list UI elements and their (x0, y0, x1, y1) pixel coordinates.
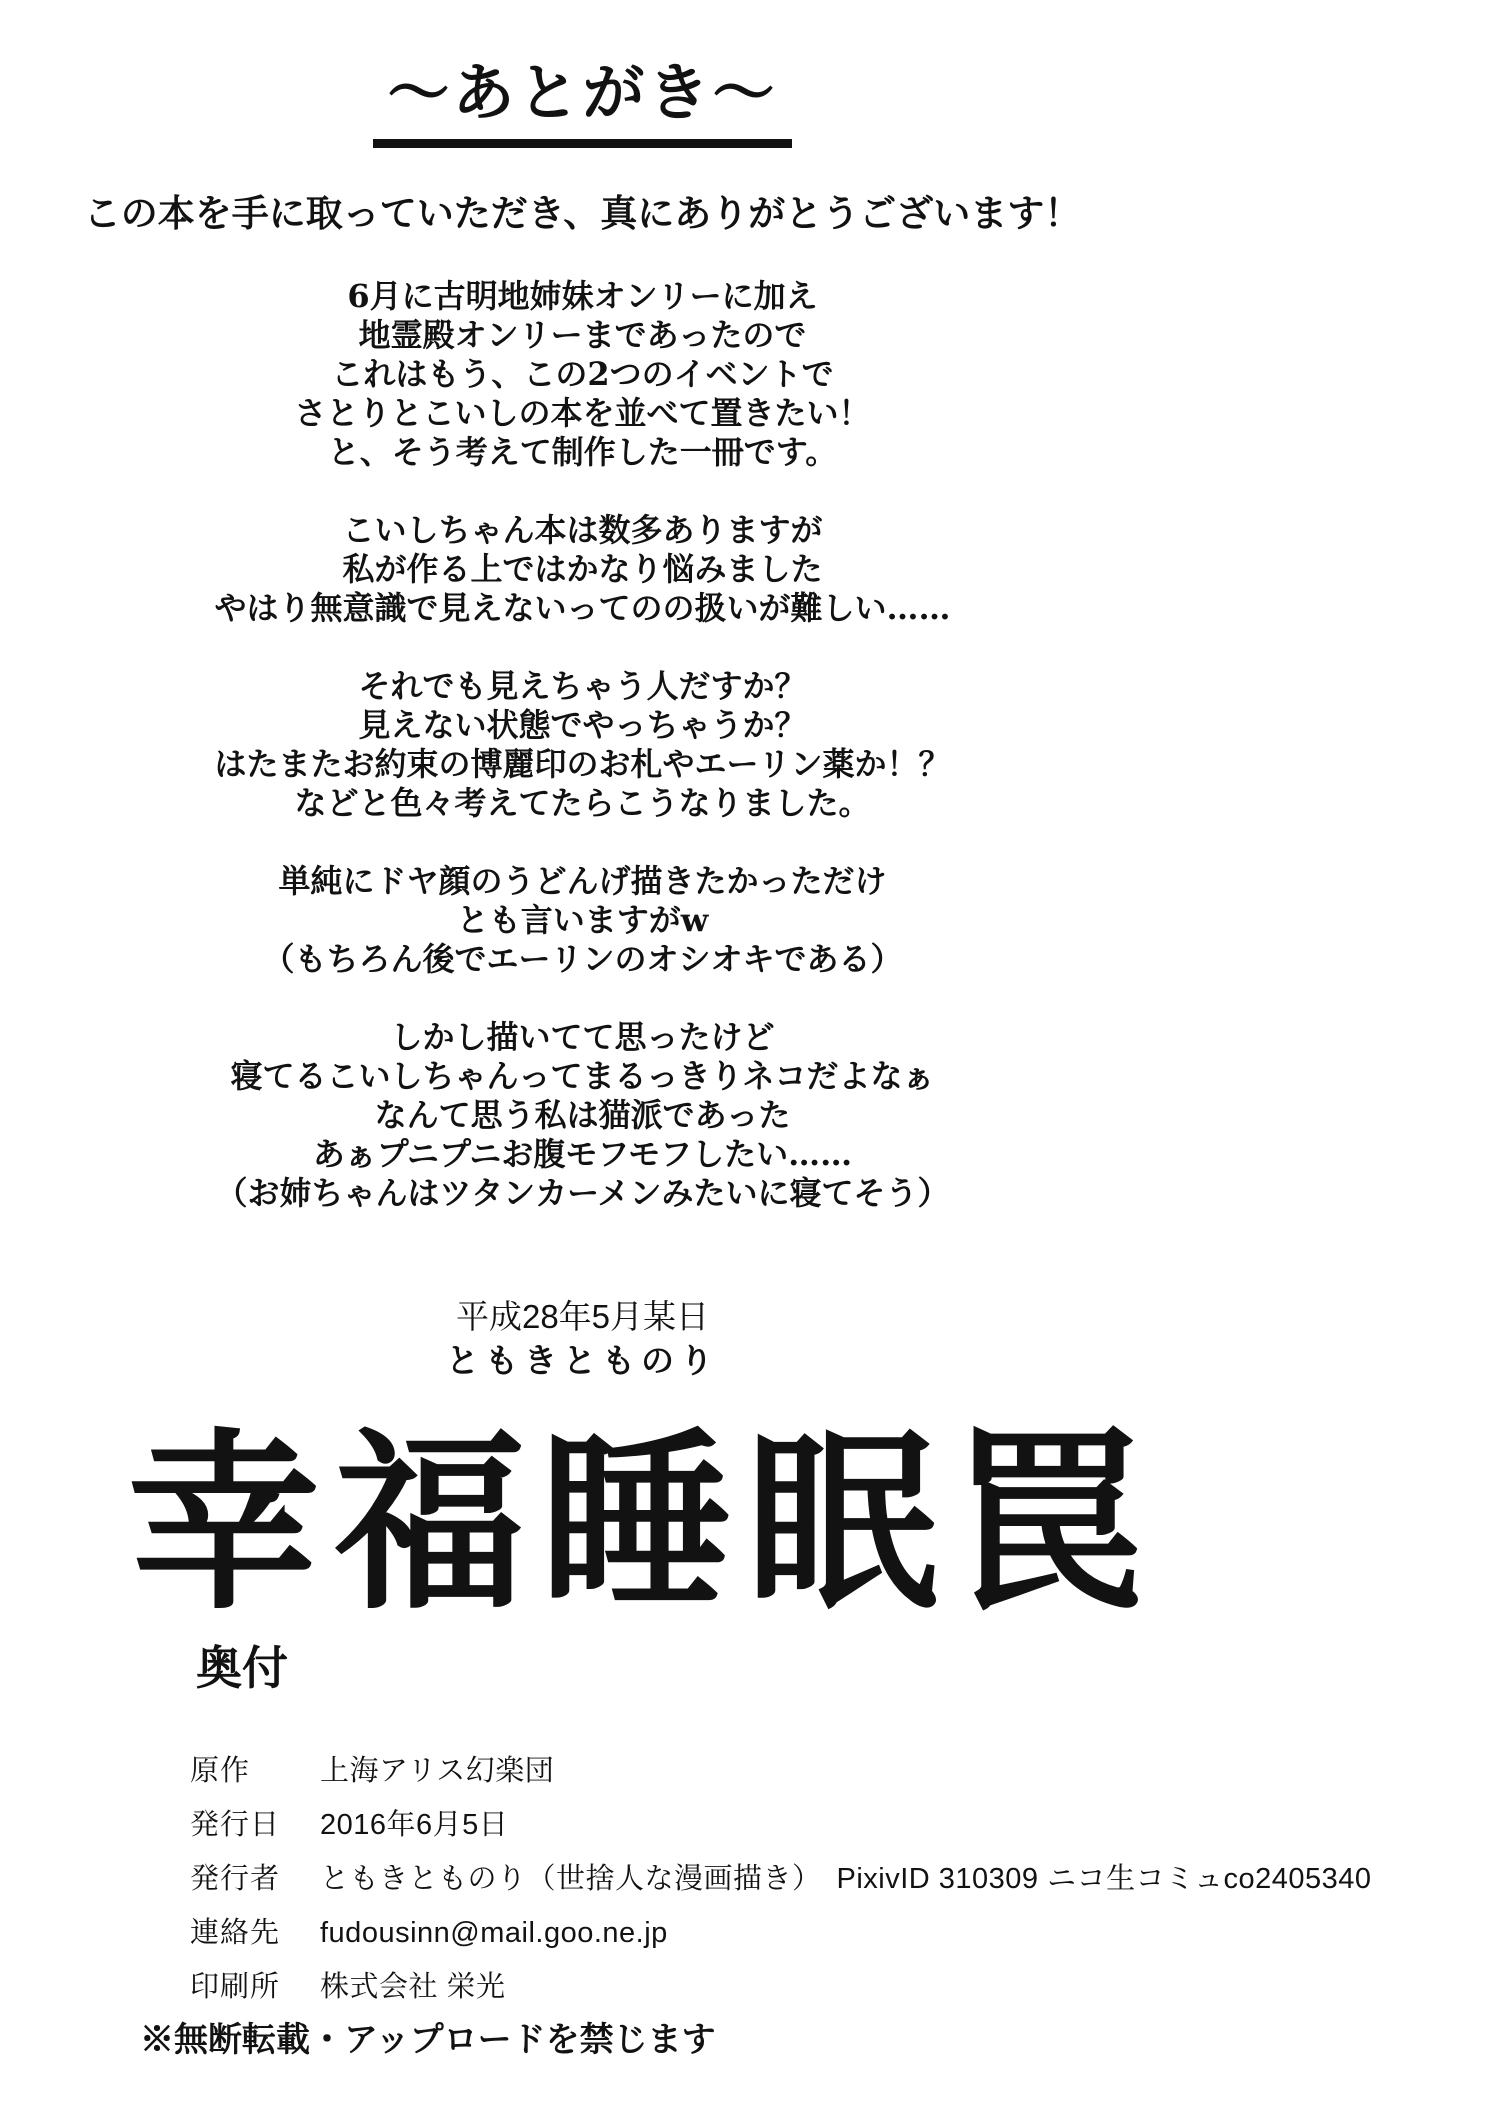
author-signature: ともきとものり (446, 1340, 719, 1380)
colophon-value: 株式会社 栄光 (320, 1971, 506, 2003)
colophon-label: 連絡先 (190, 1917, 281, 1949)
colophon-value: 2016年6月5日 (320, 1809, 509, 1841)
colophon-value: 上海アリス幻楽団 (320, 1755, 555, 1787)
colophon-row-publish-date (190, 1802, 1470, 1856)
colophon-label: 印刷所 (190, 1971, 281, 2003)
paragraph-line: 単純にドヤ顔のうどんげ描きたかっただけ (278, 861, 887, 900)
afterword-title-wrap (0, 58, 1165, 190)
colophon-row-publisher (190, 1856, 1470, 1910)
paragraph-line: こいしちゃん本は数多ありますが (342, 510, 823, 549)
paragraph-line: とも言いますがw (456, 900, 709, 939)
intro-line: この本を手に取っていただき、真にありがとうございます！ (83, 191, 1082, 236)
colophon-value: ともきとものり（世捨人な漫画描き） PixivID 310309 ニコ生コミュco2405340 (320, 1863, 1372, 1895)
colophon-rows (190, 1748, 1470, 2018)
colophon-row-contact (190, 1910, 1470, 1964)
paragraph-line: と、そう考えて制作した一冊です。 (327, 432, 838, 471)
paragraph-line: 私が作る上ではかなり悩みました (342, 549, 823, 588)
colophon-label: 発行日 (190, 1809, 281, 1841)
paragraph-line: さとりとこいしの本を並べて置きたい！ (294, 393, 871, 432)
paragraph-line: それでも見えちゃう人だすか？ (358, 666, 807, 705)
book-title: 幸福睡眠罠 (128, 1411, 1158, 1636)
colophon-row-printer (190, 1964, 1470, 2018)
paragraph-line: あぁプニプニお腹モフモフしたい…… (312, 1134, 853, 1173)
colophon-row-original (190, 1748, 1470, 1802)
paragraph-line: しかし描いてて思ったけど (390, 1017, 775, 1056)
afterword-section (0, 58, 1165, 1383)
afterword-title: ～あとがき～ (373, 58, 791, 148)
paragraph-line: やはり無意識で見えないってのの扱いが難しい…… (214, 588, 951, 627)
paragraph-line: 寝てるこいしちゃんってまるっきりネコだよなぁ (230, 1056, 935, 1095)
colophon-value: fudousinn@mail.goo.ne.jp (320, 1917, 668, 1949)
paragraph-line: はたまたお約束の博麗印のお札やエーリン薬か！？ (214, 744, 951, 783)
paragraph-line: などと色々考えてたらこうなりました。 (294, 783, 871, 822)
paragraph-ideas (0, 667, 1165, 823)
paragraph-line: （お姉ちゃんはツタンカーメンみたいに寝てそう） (215, 1173, 950, 1212)
paragraph-line: これはもう、この2つのイベントで (331, 354, 834, 393)
date-signature-block (0, 1295, 1165, 1383)
paragraph-line: なんて思う私は猫派であった (374, 1095, 791, 1134)
reproduction-notice: ※無断転載・アップロードを禁じます (140, 2020, 716, 2060)
paragraph-koishi-books (0, 511, 1165, 628)
paragraph-line: 6月に古明地姉妹オンリーに加え (347, 276, 818, 315)
colophon-label: 発行者 (190, 1863, 281, 1895)
paragraph-line: 見えない状態でやっちゃうか？ (358, 705, 807, 744)
paragraph-events (0, 277, 1165, 472)
paragraph-line: （もちろん後でエーリンのオシオキである） (262, 939, 903, 978)
paragraph-udonge (0, 862, 1165, 979)
colophon-label: 原作 (190, 1755, 251, 1787)
colophon-header: 奥付 (196, 1642, 288, 1694)
paragraph-line: 地霊殿オンリーまであったので (358, 315, 807, 354)
paragraph-cat (0, 1018, 1165, 1213)
date-line: 平成28年5月某日 (455, 1297, 710, 1335)
